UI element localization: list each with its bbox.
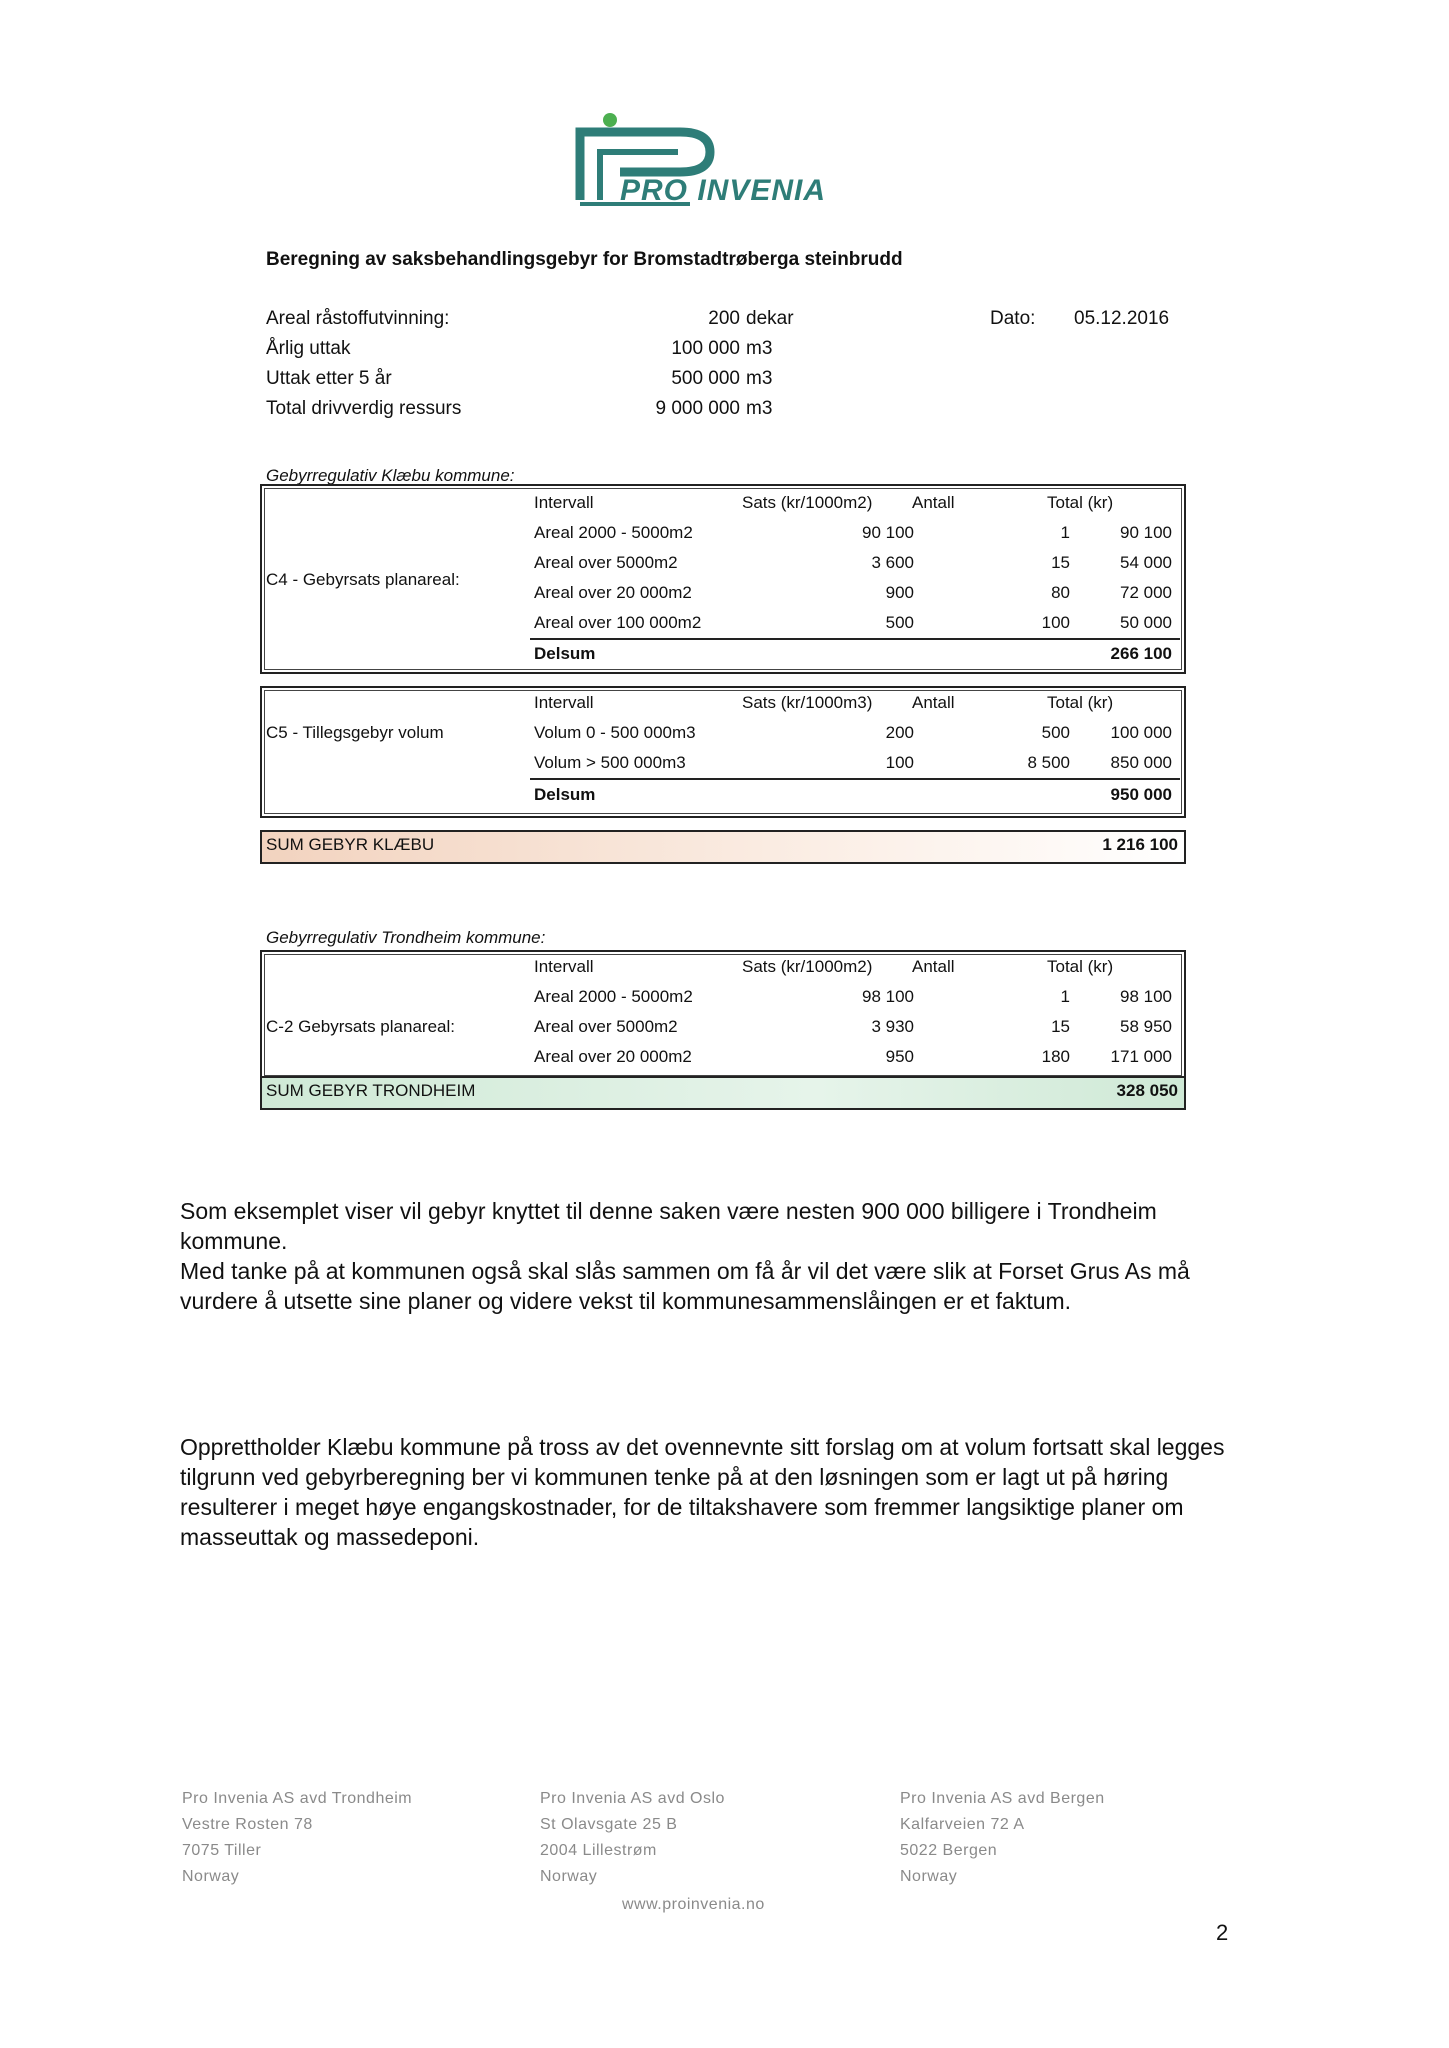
table-row [262, 548, 1184, 578]
cell-sats: 3 600 [871, 553, 914, 572]
cell-total: 171 000 [1110, 1047, 1172, 1066]
cell-total: 850 000 [1110, 753, 1172, 772]
table-header-row [262, 488, 1184, 518]
footer-address-bergen [900, 1786, 1105, 1890]
header-intervall: Intervall [534, 493, 594, 512]
footer-line: Vestre Rosten 78 [182, 1816, 313, 1833]
sum-trondheim-label: SUM GEBYR TRONDHEIM [266, 1081, 476, 1100]
sum-trondheim-row [260, 1076, 1186, 1110]
footer-line: 7075 Tiller [182, 1842, 262, 1859]
cell-antall: 80 [1051, 583, 1070, 602]
paragraph: Opprettholder Klæbu kommune på tross av det ovennevnte sitt forslag om at volum fortsatt skal legges tilgrunn ved gebyrberegning ber vi kommunen tenke på at den løsningen som er lagt ut på høring resulterer i meget høye engangskostnader, for de tiltakshavere som fremmer langsiktige planer om masseuttak og massedeponi. [180, 1434, 1225, 1550]
footer-line: Norway [182, 1868, 240, 1885]
sum-klaebu-label: SUM GEBYR KLÆBU [266, 835, 435, 854]
header-antall: Antall [912, 957, 955, 976]
cell-sats: 500 [885, 613, 914, 632]
info-label: Total drivverdig ressurs [266, 398, 462, 419]
sum-klaebu-value: 1 216 100 [1102, 835, 1178, 854]
footer-line: Norway [540, 1868, 598, 1885]
delsum-value: 266 100 [1110, 644, 1172, 663]
cell-antall: 500 [1041, 723, 1070, 742]
footer-line: Norway [900, 1868, 958, 1885]
cell-intervall: Areal over 20 000m2 [534, 583, 692, 602]
table-row [262, 608, 1184, 638]
info-value: 500 000 [671, 368, 740, 389]
footer-website[interactable]: www.proinvenia.no [622, 1896, 765, 1913]
sum-klaebu-row [260, 830, 1186, 864]
header-antall: Antall [912, 493, 955, 512]
cell-sats: 100 [885, 753, 914, 772]
c2-row-label: C-2 Gebyrsats planareal: [266, 1017, 455, 1036]
sum-trondheim-value: 328 050 [1116, 1081, 1178, 1100]
cell-sats: 900 [885, 583, 914, 602]
footer-address-oslo [540, 1786, 725, 1890]
cell-antall: 100 [1041, 613, 1070, 632]
info-unit: m3 [746, 368, 773, 389]
cell-antall: 180 [1041, 1047, 1070, 1066]
cell-total: 98 100 [1120, 987, 1172, 1006]
info-unit: m3 [746, 338, 773, 359]
cell-sats: 3 930 [871, 1017, 914, 1036]
cell-intervall: Areal over 5000m2 [534, 1017, 678, 1036]
cell-antall: 15 [1051, 1017, 1070, 1036]
table-row [262, 1012, 1184, 1042]
cell-intervall: Areal over 100 000m2 [534, 613, 702, 632]
delsum-row [262, 780, 1184, 810]
delsum-row [262, 639, 1184, 669]
date-label: Dato: [990, 308, 1036, 329]
cell-total: 90 100 [1120, 523, 1172, 542]
cell-antall: 15 [1051, 553, 1070, 572]
info-value: 100 000 [671, 338, 740, 359]
c5-row-label: C5 - Tillegsgebyr volum [266, 723, 444, 742]
cell-antall: 8 500 [1027, 753, 1070, 772]
info-unit: dekar [746, 308, 794, 329]
cell-sats: 950 [885, 1047, 914, 1066]
header-sats: Sats (kr/1000m2) [742, 957, 873, 976]
cell-intervall: Areal over 20 000m2 [534, 1047, 692, 1066]
cell-sats: 98 100 [862, 987, 914, 1006]
cell-sats: 200 [885, 723, 914, 742]
page-number: 2 [1216, 1920, 1229, 1945]
footer-line: Pro Invenia AS avd Trondheim [182, 1790, 413, 1807]
company-logo [560, 100, 860, 218]
document-heading: Beregning av saksbehandlingsgebyr for Bromstadtrøberga steinbrudd [266, 249, 903, 270]
table-row [262, 748, 1184, 778]
table-row [262, 1042, 1184, 1072]
table-row [262, 578, 1184, 608]
cell-intervall: Areal 2000 - 5000m2 [534, 523, 693, 542]
delsum-label: Delsum [534, 644, 596, 663]
paragraph: Med tanke på at kommunen også skal slås sammen om få år vil det være slik at Forset Grus As må vurdere å utsette sine planer og videre vekst til kommunesammenslåingen er et faktum. [180, 1258, 1190, 1314]
cell-total: 54 000 [1120, 553, 1172, 572]
info-value: 9 000 000 [655, 398, 740, 419]
header-sats: Sats (kr/1000m2) [742, 493, 873, 512]
footer-address-trondheim [182, 1786, 412, 1890]
info-label: Areal råstoffutvinning: [266, 308, 450, 329]
cell-total: 58 950 [1120, 1017, 1172, 1036]
c5-table [260, 686, 1186, 818]
date-value: 05.12.2016 [1074, 308, 1170, 329]
logo-text: PRO INVENIA [620, 174, 827, 207]
cell-total: 50 000 [1120, 613, 1172, 632]
header-antall: Antall [912, 693, 955, 712]
header-sats: Sats (kr/1000m3) [742, 693, 873, 712]
cell-antall: 1 [1060, 523, 1070, 542]
cell-total: 100 000 [1110, 723, 1172, 742]
table-row [262, 718, 1184, 748]
delsum-label: Delsum [534, 785, 596, 804]
info-unit: m3 [746, 398, 773, 419]
header-intervall: Intervall [534, 957, 594, 976]
header-total: Total (kr) [1047, 493, 1114, 512]
trondheim-section-title: Gebyrregulativ Trondheim kommune: [266, 928, 546, 947]
cell-intervall: Volum > 500 000m3 [534, 753, 686, 772]
c4-row-label: C4 - Gebyrsats planareal: [266, 570, 460, 589]
cell-sats: 90 100 [862, 523, 914, 542]
paragraph: Som eksemplet viser vil gebyr knyttet til denne saken være nesten 900 000 billigere i Trondheim kommune. [180, 1198, 1157, 1254]
cell-intervall: Areal 2000 - 5000m2 [534, 987, 693, 1006]
info-label: Årlig uttak [266, 338, 351, 359]
footer-line: 2004 Lillestrøm [540, 1842, 657, 1859]
header-intervall: Intervall [534, 693, 594, 712]
cell-antall: 1 [1060, 987, 1070, 1006]
footer-line: St Olavsgate 25 B [540, 1816, 678, 1833]
header-total: Total (kr) [1047, 957, 1114, 976]
klaebu-section-title: Gebyrregulativ Klæbu kommune: [266, 466, 515, 485]
delsum-value: 950 000 [1110, 785, 1172, 804]
footer-line: Kalfarveien 72 A [900, 1816, 1025, 1833]
info-value: 200 [708, 308, 740, 329]
cell-total: 72 000 [1120, 583, 1172, 602]
cell-intervall: Areal over 5000m2 [534, 553, 678, 572]
info-label: Uttak etter 5 år [266, 368, 392, 389]
footer-line: Pro Invenia AS avd Bergen [900, 1790, 1105, 1807]
c2-table [260, 950, 1186, 1080]
footer-line: 5022 Bergen [900, 1842, 998, 1859]
table-header-row [262, 952, 1184, 982]
footer-line: Pro Invenia AS avd Oslo [540, 1790, 725, 1807]
table-row [262, 982, 1184, 1012]
cell-intervall: Volum 0 - 500 000m3 [534, 723, 696, 742]
c4-table [260, 484, 1186, 674]
table-row [262, 518, 1184, 548]
header-total: Total (kr) [1047, 693, 1114, 712]
table-header-row [262, 688, 1184, 718]
